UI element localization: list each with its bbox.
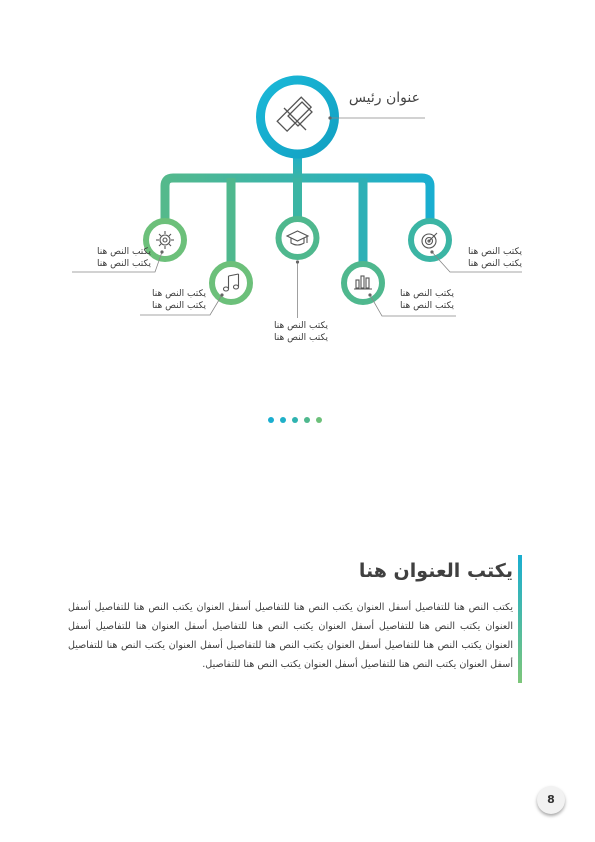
dots-separator <box>268 417 322 423</box>
node-label-gear: يكتب النص هنا يكتب النص هنا <box>97 247 151 269</box>
section-accent-bar <box>518 555 522 683</box>
section-title: يكتب العنوان هنا <box>358 560 513 582</box>
node-label-music: يكتب النص هنا يكتب النص هنا <box>152 289 206 311</box>
separator-dot <box>280 417 286 423</box>
hierarchy-diagram <box>0 0 595 360</box>
separator-dot <box>304 417 310 423</box>
node-graduation <box>279 219 317 257</box>
node-target <box>411 221 449 259</box>
node-chart <box>344 264 382 302</box>
separator-dot <box>268 417 274 423</box>
node-label-graduation: يكتب النص هنا يكتب النص هنا <box>274 321 328 343</box>
node-label-target: يكتب النص هنا يكتب النص هنا <box>468 247 522 269</box>
section-body: يكتب النص هنا للتفاصيل أسفل العنوان يكتب النص هنا للتفاصيل أسفل العنوان يكتب النص هنا للتفاصيل أسفل العنوان يكتب النص هنا للتفاصيل أسفل العنوان يكتب النص هنا للتفاصيل أسفل العنوان هنا للتفاصيل أسفل العنوان يكتب النص هنا للتفاصيل أسفل العنوان يكتب النص هنا للتفاصيل أسفل العنوان يكتب النص هنا للتفاصيل أسفل العنوان يكتب النص هنا للتفاصيل أسفل العنوان يكتب النص هنا للتفاصيل. <box>68 602 513 670</box>
page-number: 8 <box>537 786 565 814</box>
node-gear <box>146 221 184 259</box>
diagram-main-title: عنوان رئيس <box>348 90 420 106</box>
main-node <box>261 80 335 154</box>
node-label-chart: يكتب النص هنا يكتب النص هنا <box>400 289 454 311</box>
separator-dot <box>292 417 298 423</box>
separator-dot <box>316 417 322 423</box>
node-music <box>212 264 250 302</box>
